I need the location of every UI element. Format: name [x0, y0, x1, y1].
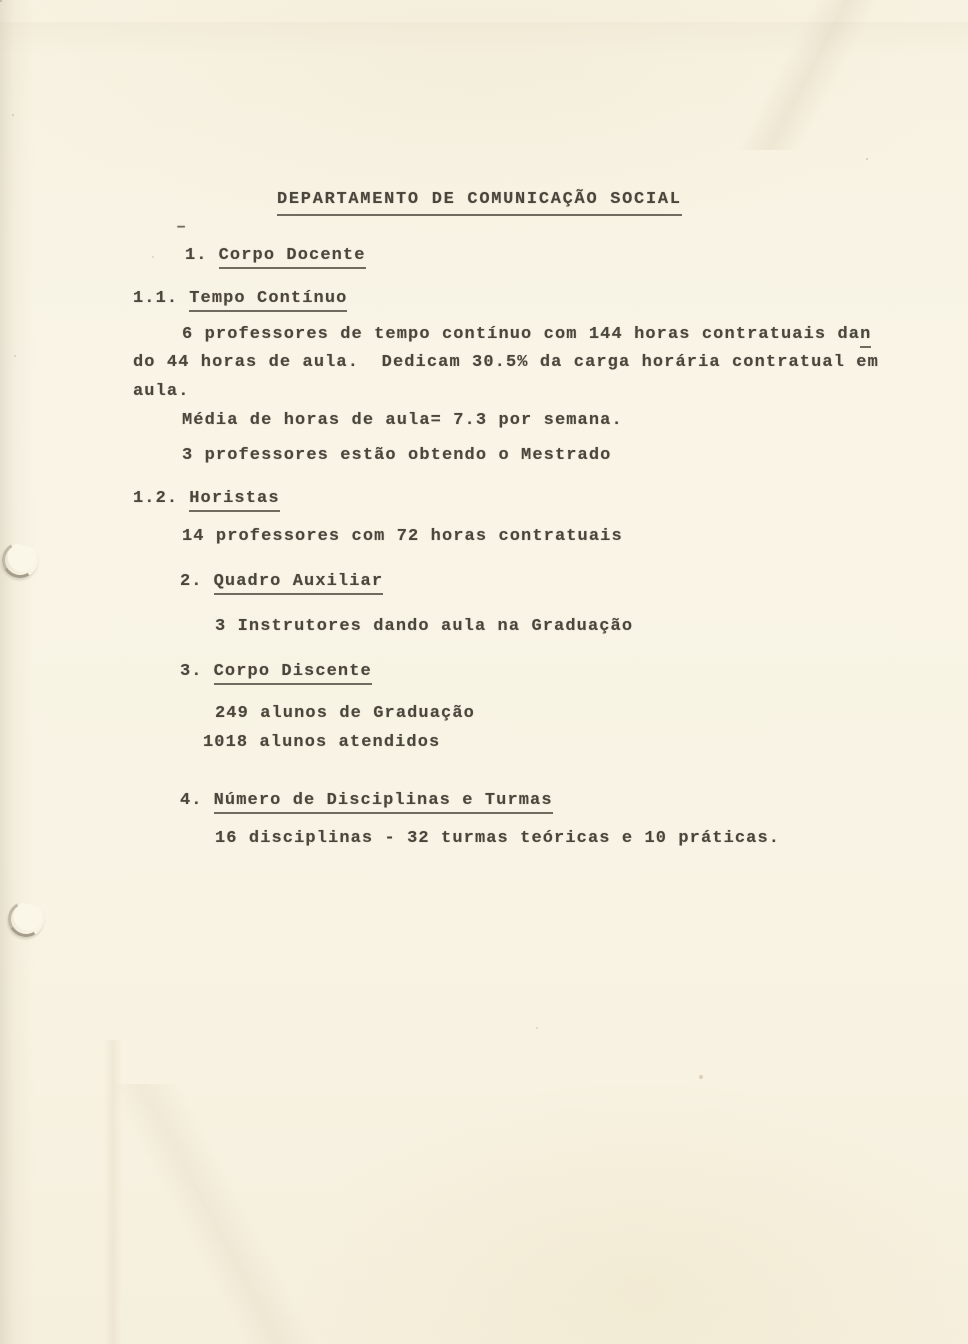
heading-label: Número de Disciplinas e Turmas — [214, 791, 553, 814]
stray-dash-mark: – — [176, 218, 188, 237]
heading-number: 4. — [180, 791, 203, 810]
media-horas-line: Média de horas de aula= 7.3 por semana. — [182, 411, 623, 430]
paper-specks — [0, 0, 2, 2]
heading-number: 1.2. — [133, 489, 179, 508]
heading-label: Corpo Discente — [214, 662, 372, 685]
heading-label: Horistas — [189, 489, 279, 512]
paragraph-text: 6 professores de tempo contínuo com 144 horas contratuais da — [182, 325, 861, 344]
heading-number: 3. — [180, 662, 203, 681]
paper-fold-left — [104, 1040, 122, 1344]
paragraph-tempo-continuo-line1 — [182, 325, 871, 345]
paper-crease-bottom-left — [0, 1084, 420, 1344]
disciplinas-detail-line: 16 disciplinas - 32 turmas teóricas e 10 práticas. — [215, 829, 781, 848]
document-title — [277, 190, 682, 210]
heading-quadro-auxiliar — [180, 572, 383, 592]
discente-detail-line1: 249 alunos de Graduação — [215, 704, 475, 723]
heading-number: 2. — [180, 572, 203, 591]
heading-number: 1.1. — [133, 289, 179, 308]
heading-number: 1. — [185, 246, 208, 265]
quadro-detail-line: 3 Instrutores dando aula na Graduação — [215, 617, 634, 636]
punch-hole-bottom — [4, 897, 48, 941]
heading-corpo-discente — [180, 662, 372, 682]
heading-corpo-docente — [185, 246, 366, 266]
heading-horistas — [133, 489, 280, 509]
paper-crease-top-right — [648, 0, 968, 150]
mestrado-line: 3 professores estão obtendo o Mestrado — [182, 446, 612, 465]
punch-hole-top — [0, 538, 42, 582]
heading-label: Quadro Auxiliar — [214, 572, 384, 595]
hyphenation-underscore: n — [860, 325, 871, 348]
paragraph-tempo-continuo-line2: do 44 horas de aula. Dedicam 30.5% da carga horária contratual em — [133, 353, 879, 372]
paragraph-tempo-continuo-line3: aula. — [133, 382, 190, 401]
horistas-detail-line: 14 professores com 72 horas contratuais — [182, 527, 623, 546]
heading-label: Corpo Docente — [219, 246, 366, 269]
heading-disciplinas-turmas — [180, 791, 553, 811]
heading-tempo-continuo — [133, 289, 347, 309]
document-title-text: DEPARTAMENTO DE COMUNICAÇÃO SOCIAL — [277, 190, 682, 216]
paper-crease-top — [0, 22, 968, 56]
discente-detail-line2: 1018 alunos atendidos — [203, 733, 441, 752]
heading-label: Tempo Contínuo — [189, 289, 347, 312]
